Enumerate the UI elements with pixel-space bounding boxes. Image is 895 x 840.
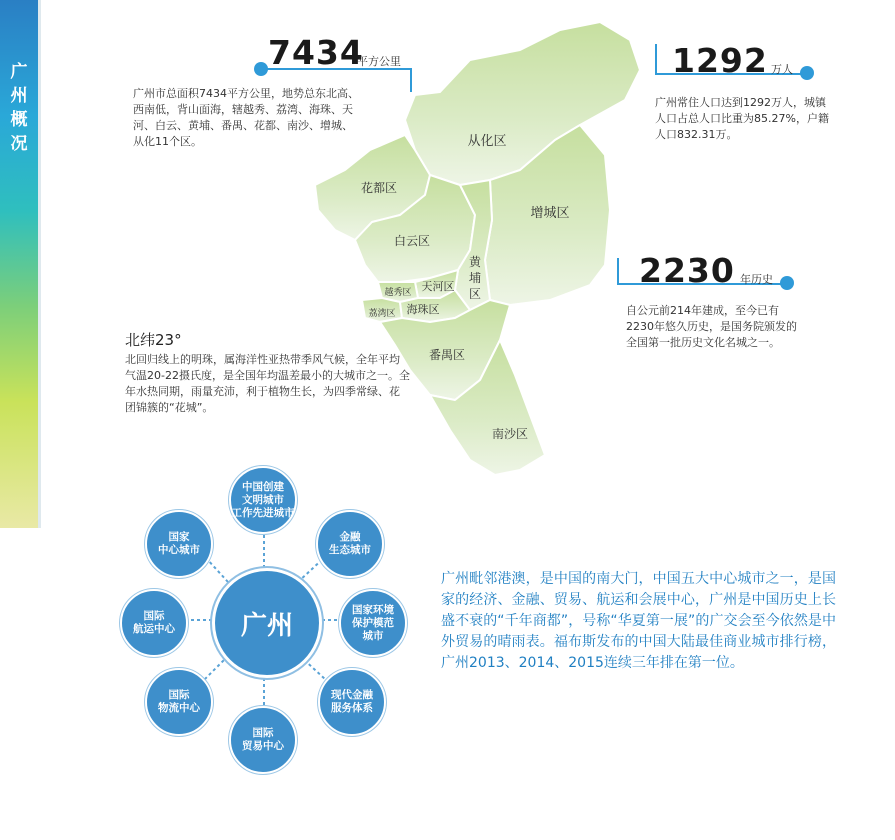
hub-node-label: 国家 中心城市 (158, 531, 200, 556)
sidebar-title-char: 广 (10, 62, 28, 82)
sidebar-english-title: Profile of Guangzhou (51, 281, 69, 499)
hub-center-guangzhou: 广州 (212, 568, 322, 678)
hub-node-label: 国家环境 保护模范 城市 (352, 603, 394, 642)
sidebar-title-char: 州 (10, 86, 28, 106)
map-label-yuexiu: 越秀区 (384, 288, 412, 298)
map-label-huangpu-2: 埔 (468, 271, 482, 285)
hub-node-civilized-city (229, 466, 297, 534)
map-label-panyu: 番禺区 (428, 348, 466, 362)
map-label-nansha: 南沙区 (491, 427, 529, 441)
map-label-huangpu-3: 区 (468, 287, 482, 301)
hub-node-label: 中国创建 文明城市 工作先进城市 (231, 480, 295, 519)
map-label-baiyun: 白云区 (393, 234, 431, 248)
sidebar-title-char: 况 (10, 134, 28, 154)
map-label-liwan: 荔湾区 (368, 309, 396, 319)
hub-node-shipping-center (120, 589, 188, 657)
hub-node-modern-finance-system (318, 668, 386, 736)
area-description: 广州市总面积7434平方公里，地势总东北高、西南低，背山面海，辖越秀、荔湾、海珠、天河、白云、黄埔、番禺、花都、南沙、增城、从化11个区。 (133, 87, 359, 148)
hub-node-financial-eco-city (316, 510, 384, 578)
map-label-conghua: 从化区 (467, 134, 507, 149)
history-description: 自公元前214年建成，至今已有2230年悠久历史，是国务院颁发的全国第一批历史文化名城之一。 (626, 304, 797, 349)
sidebar-title-char: 概 (10, 110, 28, 130)
hub-node-environmental-model-city (339, 589, 407, 657)
latitude-description: 北回归线上的明珠，属海洋性亚热带季风气候，全年平均气温20-22摄氏度，是全国年均温差最小的大城市之一。全年水热同期，雨量充沛，利于植物生长，为四季常绿、花团锦簇的“花城”。 (125, 353, 410, 414)
map-label-zengcheng: 增城区 (530, 206, 570, 221)
history-number: 2230 (639, 251, 735, 290)
hub-node-trade-center (229, 706, 297, 774)
latitude-title: 北纬23° (125, 331, 182, 349)
area-number: 7434 (268, 33, 364, 72)
population-number: 1292 (672, 41, 768, 80)
map-label-huangpu-1: 黄 (468, 255, 482, 269)
history-unit: 年历史 (740, 273, 773, 286)
population-description: 广州常住人口达到1292万人，城镇人口占总人口比重为85.27%，户籍人口832.31万。 (655, 96, 829, 141)
map-label-huadu: 花都区 (360, 181, 398, 195)
map-label-haizhu: 海珠区 (406, 303, 440, 316)
hub-node-label: 金融 生态城市 (329, 531, 371, 556)
hub-node-national-central-city (145, 510, 213, 578)
area-unit: 平方公里 (357, 55, 401, 68)
intro-paragraph: 广州毗邻港澳，是中国的南大门，中国五大中心城市之一，是国家的经济、金融、贸易、航运和会展中心，广州是中国历史上长盛不衰的“千年商都”，号称“华夏第一展”的广交会至今依然是中外贸易的晴雨表。福布斯发布的中国大陆最佳商业城市排行榜，广州2013、2014、2015连续三年排在第一位。 (441, 571, 836, 671)
hub-node-logistics-center (145, 668, 213, 736)
hub-node-label: 国际 贸易中心 (242, 727, 284, 752)
hub-node-label: 国际 航运中心 (133, 610, 175, 635)
hub-node-label: 现代金融 服务体系 (331, 689, 373, 714)
population-unit: 万人 (771, 63, 793, 76)
hub-node-label: 国际 物流中心 (158, 689, 200, 714)
map-label-tianhe: 天河区 (421, 280, 455, 293)
